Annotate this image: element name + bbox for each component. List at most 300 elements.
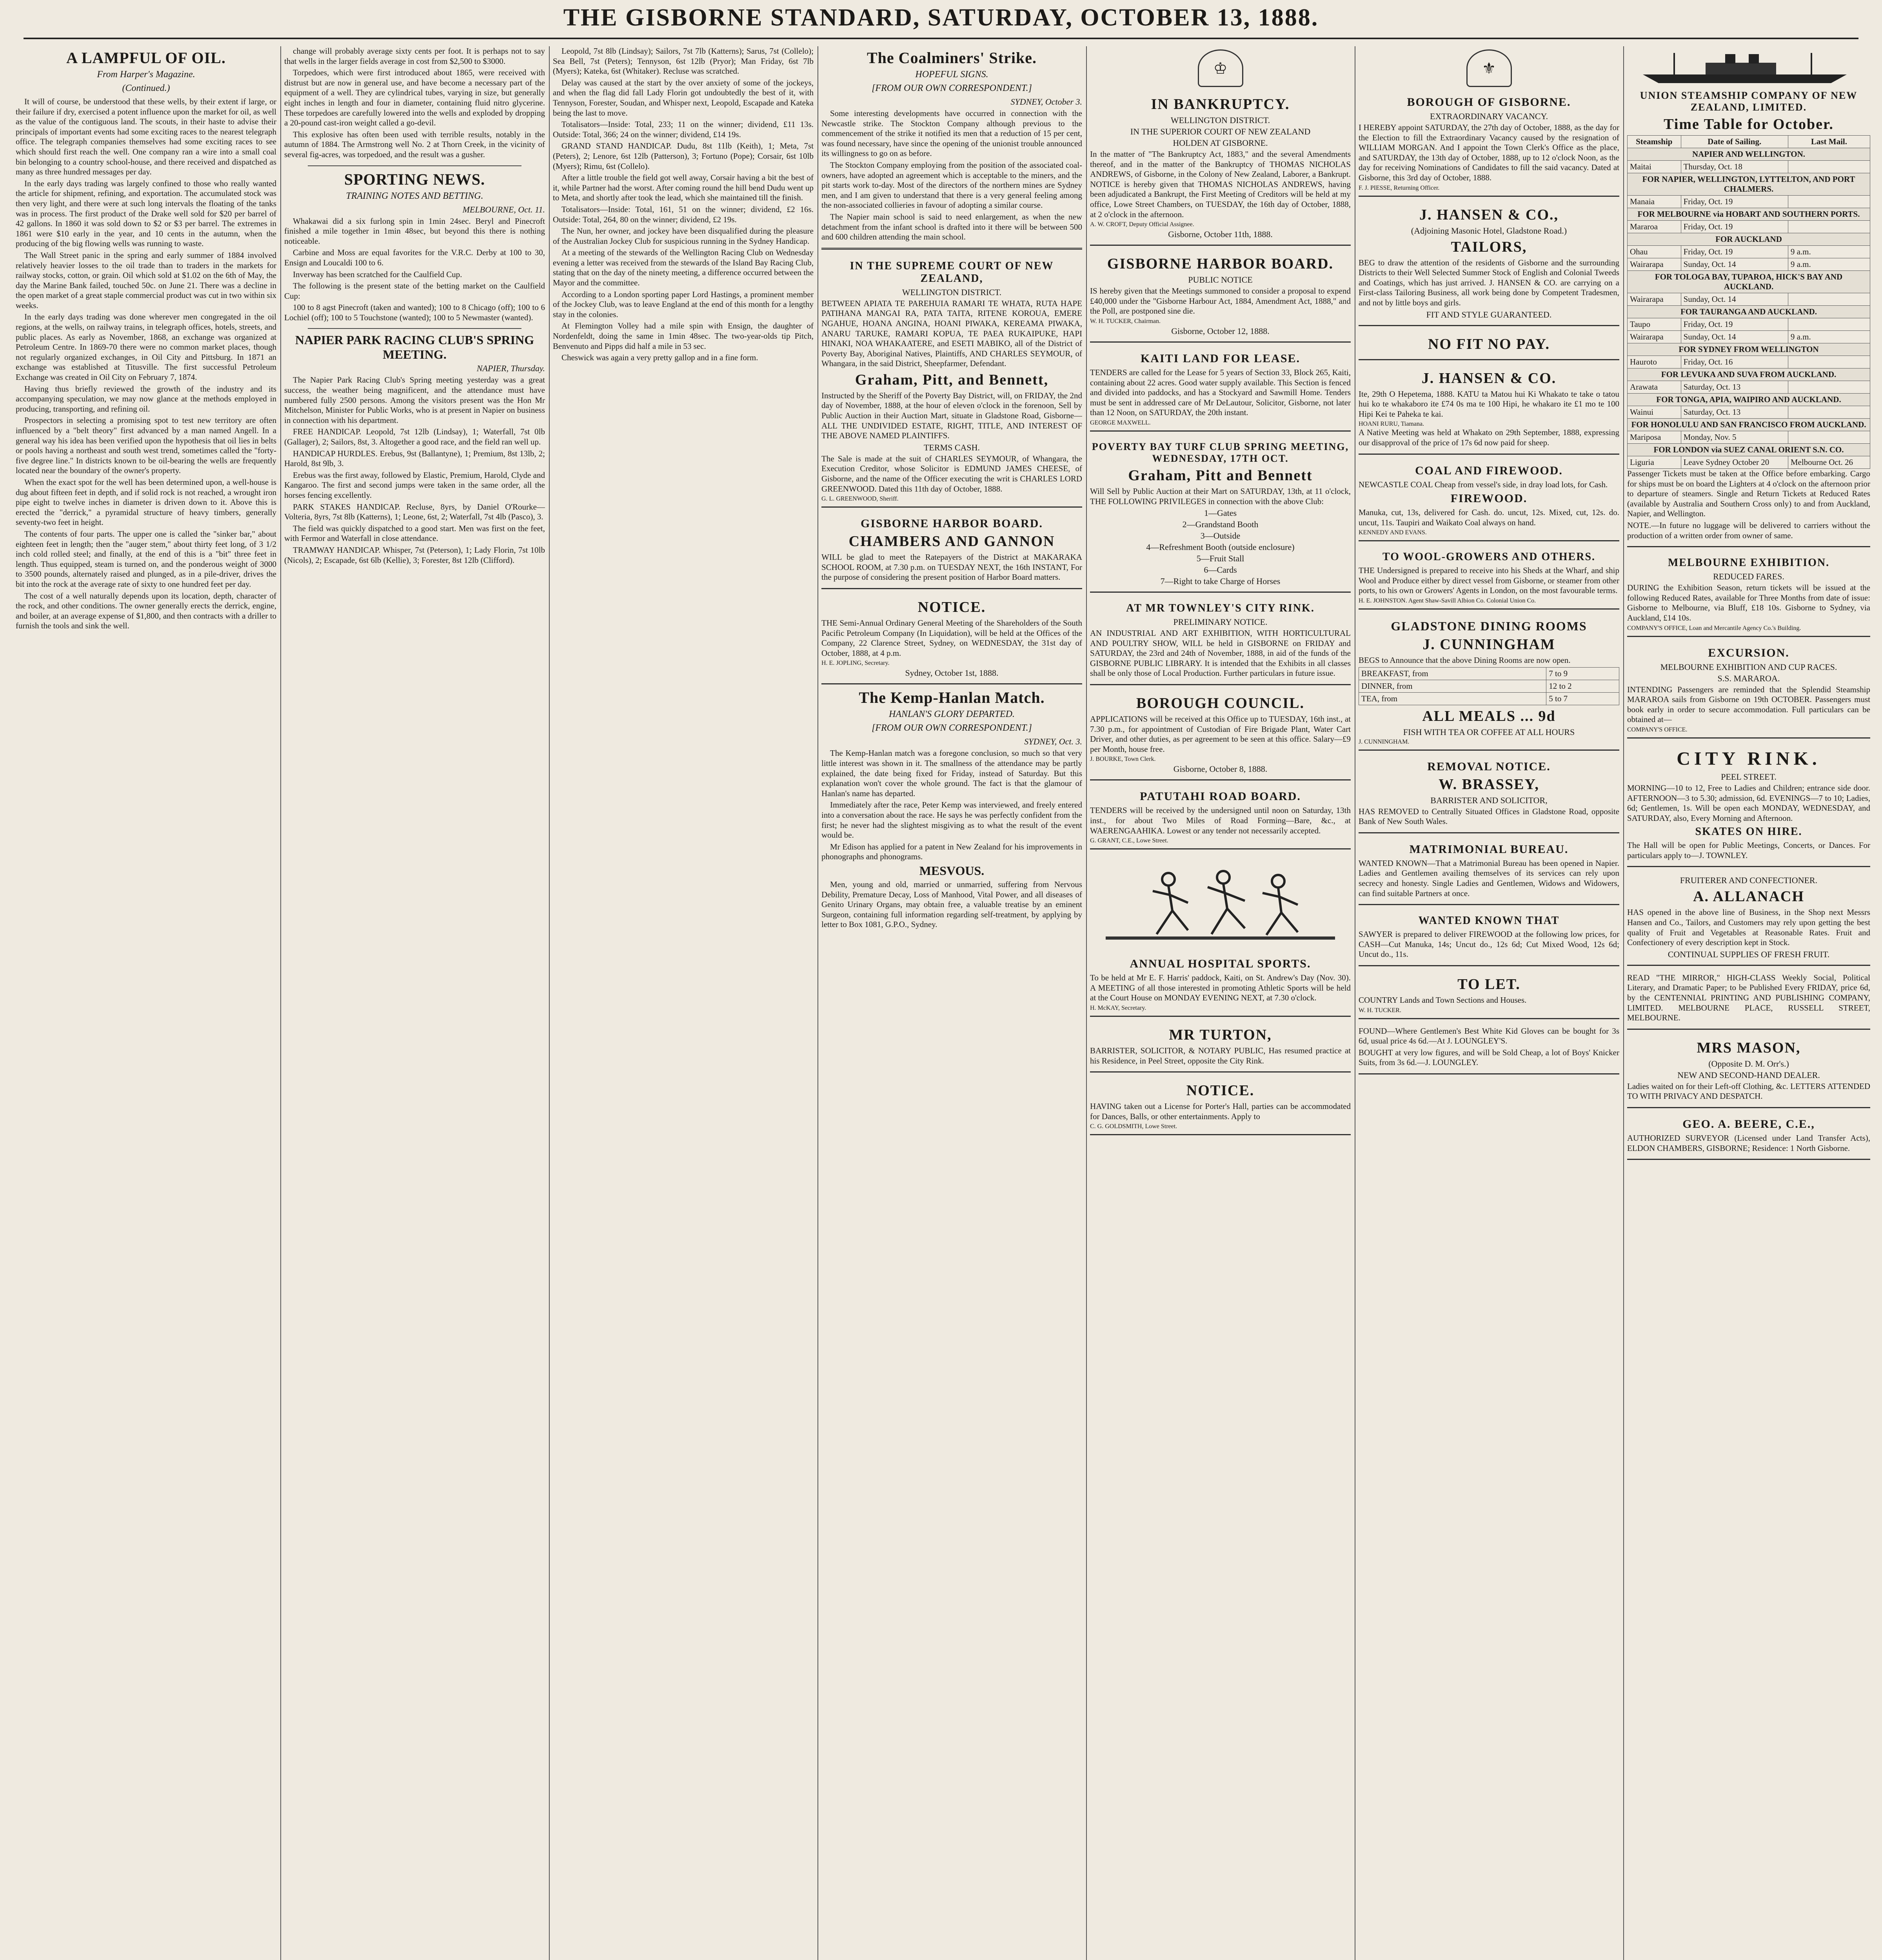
ad-title: TO LET. <box>1457 976 1520 993</box>
article-from: [FROM OUR OWN CORRESPONDENT.] <box>872 723 1032 733</box>
ad-text: APPLICATIONS will be received at this Office up to TUESDAY, 16th inst., at 7.30 p.m., for appointment of Custodian of Fire Brigade Plant, Water Cart Driver, and other duties, as per agreement to be seen at this office. Salary—£9 per Month, house free. <box>1090 714 1351 754</box>
steamship-name: Wainui <box>1628 406 1681 419</box>
steamship-name: Ohau <box>1628 246 1681 258</box>
ad-signature: C. G. GOLDSMITH, Lowe Street. <box>1090 1123 1177 1130</box>
route-label: FOR LONDON via SUEZ CANAL ORIENT S.N. CO. <box>1628 444 1870 456</box>
paragraph: Leopold, 7st 8lb (Lindsay); Sailors, 7st 7lb (Katterns); Sarus, 7st (Collelo); Sea Bell, 7st (Peters); Tennyson, 6st 12lb (Pryor); Man Friday, 6st 7lb (Myers); Kateka, 6st (Whitaker). Recluse was scratched. <box>553 46 814 76</box>
column-header: Date of Sailing. <box>1681 136 1788 148</box>
ad-signature: J. CUNNINGHAM. <box>1359 738 1410 745</box>
route-label: FOR AUCKLAND <box>1628 233 1870 246</box>
steamship-name: Manaia <box>1628 196 1681 208</box>
ad-signature: G. L. GREENWOOD, Sheriff. <box>821 495 899 503</box>
sailing-date: Friday, Oct. 19 <box>1681 318 1788 331</box>
ad-line: REDUCED FARES. <box>1713 572 1784 582</box>
ad-harbor-board-meeting <box>821 512 1082 589</box>
paragraph: HANDICAP HURDLES. Erebus, 9st (Ballantyne), 1; Premium, 8st 13lb, 2; Harold, 8st 9lb, 3. <box>284 448 545 468</box>
paragraph: change will probably average sixty cents per foot. It is perhaps not to say that wells in the larger fields average in cost from $2,500 to $3000. <box>284 46 545 66</box>
timetable-route-row <box>1628 394 1870 406</box>
last-mail <box>1788 221 1870 233</box>
ad-text: AUTHORIZED SURVEYOR (Licensed under Land Transfer Acts), ELDON CHAMBERS, GISBORNE; Residence: 1 North Gisborne. <box>1627 1133 1870 1153</box>
ad-text: BOUGHT at very low figures, and will be Sold Cheap, a lot of Boys' Knicker Suits, from 3s 6d.—J. LOUNGLEY. <box>1359 1047 1619 1067</box>
dateline: SYDNEY, October 3. <box>1010 97 1082 107</box>
meal-time: 7 to 9 <box>1546 667 1619 680</box>
ad-text: Instructed by the Sheriff of the Poverty Bay District, will, on FRIDAY, the 2nd day of November, 1888, at the hour of eleven o'clock in the forenoon, Sell by Public Auction in their Auction Mart, situate in Gladstone Road, Gisborne—ALL THE UNDIVIDED ESTATE, RIGHT, TITLE, AND INTEREST OF THE ABOVE NAMED PLAINTIFFS. <box>821 390 1082 441</box>
column-header: Last Mail. <box>1788 136 1870 148</box>
paragraph: Men, young and old, married or unmarried, suffering from Nervous Debility, Premature Decay, Loss of Manhood, Vital Power, and all diseases of Genito Urinary Organs, may obtain free, a valuable treatise by an eminent Surgeon, containing full information regarding self-treatment, by applying by letter to Box 1081, G.P.O., Sydney. <box>821 879 1082 929</box>
sailing-date: Friday, Oct. 19 <box>1681 221 1788 233</box>
paragraph: Mr Edison has applied for a patent in New Zealand for his improvements in phonographs and phonograms. <box>821 842 1082 862</box>
ad-firm: J. CUNNINGHAM <box>1422 636 1555 653</box>
meal-times-table <box>1359 667 1619 705</box>
timetable-row <box>1628 406 1870 419</box>
timetable-route-row <box>1628 444 1870 456</box>
paragraph: After a little trouble the field got well away, Corsair having a bit the best of it, while Partner had the worst. After coming round the hill bend Dudu went up to Meta, and shortly after took the lead, which she maintained till the finish. <box>553 173 814 203</box>
last-mail <box>1788 318 1870 331</box>
ad-text: HAS REMOVED to Centrally Situated Offices in Gladstone Road, opposite Bank of New South Wales. <box>1359 806 1619 826</box>
steamship-name: Wairarapa <box>1628 258 1681 271</box>
paragraph: The cost of a well naturally depends upon its location, depth, character of the rock, and other conditions. The owner generally erects the derrick, engine, and boiler, at an average expense of $1,800, and then contracts with a driller to furnish the tools and sink the well. <box>16 591 276 631</box>
ad-title: NO FIT NO PAY. <box>1428 336 1550 352</box>
timetable <box>1627 135 1870 469</box>
sailing-date: Saturday, Oct. 13 <box>1681 381 1788 394</box>
divider <box>308 165 521 166</box>
meal-time: 5 to 7 <box>1546 692 1619 705</box>
article-lampful-continued <box>284 46 545 160</box>
route-label: FOR TAURANGA AND AUCKLAND. <box>1628 306 1870 318</box>
ad-subtitle: SKATES ON HIRE. <box>1695 826 1802 838</box>
column-3 <box>553 46 814 1960</box>
list-item: 2—Grandstand Booth <box>1182 519 1259 530</box>
paragraph: The Napier Park Racing Club's Spring meeting yesterday was a great success, the weather being magnificent, and the attendance must have numbered fully 2500 persons. Among the visitors present was the Hon Mr Mitchelson, Minister for Public Works, who is at present in Napier on business in connection with his department. <box>284 375 545 425</box>
ad-title: MR TURTON, <box>1169 1027 1272 1043</box>
ad-line: HOLDEN AT GISBORNE. <box>1173 138 1268 148</box>
paragraph: Erebus was the first away, followed by Elastic, Premium, Harold, Clyde and Kangaroo. The first and second jumps were taken in the same order, all the horses fencing excellently. <box>284 470 545 500</box>
table-header-row <box>1628 136 1870 148</box>
ad-subtitle: FIREWOOD. <box>1450 492 1528 505</box>
steamship-name: Hauroto <box>1628 356 1681 368</box>
divider <box>821 248 1082 250</box>
ad-title: AT MR TOWNLEY'S CITY RINK. <box>1126 602 1315 615</box>
ad-signature: F. J. PIESSE, Returning Officer. <box>1359 184 1440 191</box>
ad-signature: H. E. JOPLING, Secretary. <box>821 660 890 667</box>
paragraph: Some interesting developments have occurred in connection with the Newcastle strike. The Stockton Company although previous to the commencement of the strike it notified its men that a reduction of 15 per cent, was found necessary, have since the opening of the unionist trouble announced its willingness to go on as before. <box>821 109 1082 158</box>
ad-text: SAWYER is prepared to deliver FIREWOOD at the following low prices, for CASH—Cut Manuka, 14s; Uncut do., 12s 6d; Cut Mixed Wood, 12s 6d; Uncut do., 11s. <box>1359 929 1619 959</box>
ad-line: WELLINGTON DISTRICT. <box>902 287 1002 297</box>
route-label: FOR HONOLULU AND SAN FRANCISCO FROM AUCKLAND. <box>1628 419 1870 431</box>
ad-title: WANTED KNOWN THAT <box>1418 915 1560 927</box>
article-title: SPORTING NEWS. <box>344 170 485 188</box>
dateline: NAPIER, Thursday. <box>476 363 545 374</box>
article-title: NAPIER PARK RACING CLUB'S SPRING MEETING. <box>295 333 534 362</box>
last-mail: Melbourne Oct. 26 <box>1788 456 1870 469</box>
ad-text: DURING the Exhibition Season, return tickets will be issued at the following Reduced Rates, available for Three Months from date of issue: Gisborne to Melbourne, via Bluff, £18 10s. Gisborne to Sydney, via Auckland, £14 10s. <box>1627 583 1870 622</box>
column-header: Steamship <box>1628 136 1681 148</box>
timetable-route-row <box>1628 173 1870 196</box>
timetable-row <box>1628 318 1870 331</box>
dateline: SYDNEY, Oct. 3. <box>1024 737 1082 747</box>
list-item: 4—Refreshment Booth (outside enclosure) <box>1146 542 1295 552</box>
ad-title: UNION STEAMSHIP COMPANY OF NEW ZEALAND, LIMITED. <box>1640 90 1858 113</box>
article-kemp-hanlan <box>821 688 1082 930</box>
ad-line: FIT AND STYLE GUARANTEED. <box>1426 309 1552 319</box>
timetable-route-row <box>1628 233 1870 246</box>
paragraph: At a meeting of the stewards of the Wellington Racing Club on Wednesday evening a letter was received from the stewards of the Island Bay Racing Club, stating that on the day of the ninety meeting, a difference occurred between the Mayor and the committee. <box>553 248 814 288</box>
ad-date: Gisborne, October 11th, 1888. <box>1168 229 1273 240</box>
article-from: [FROM OUR OWN CORRESPONDENT.] <box>872 83 1032 93</box>
paragraph: This explosive has often been used with terrible results, notably in the autumn of 1884. The Armstrong well No. 2 at Thorn Creek, in the vicinity of several fig-acres, was torpedoed, and the result was a gusher. <box>284 129 545 159</box>
article-napier-park <box>284 333 545 565</box>
steamship-name: Taupo <box>1628 318 1681 331</box>
ad-line: S.S. MARAROA. <box>1717 673 1780 683</box>
timetable-route-row <box>1628 419 1870 431</box>
ad-text: Passenger Tickets must be taken at the Office before embarking. Cargo for ships must be on board the Lighters at 4 o'clock on the afternoon prior to departure of steamers. Single and Return Tickets at Reduced Rates (available by Australia and Southern Cross only) to and from Auckland, Napier, and Wellington. <box>1627 469 1870 519</box>
ad-title: GLADSTONE DINING ROOMS <box>1391 619 1587 633</box>
ad-coal-firewood <box>1359 459 1619 542</box>
ad-harbor-board-notice <box>1090 250 1351 343</box>
steamship-name: Mariposa <box>1628 431 1681 444</box>
ad-title: REMOVAL NOTICE. <box>1427 760 1551 773</box>
ad-title: BOROUGH OF GISBORNE. <box>1407 96 1571 109</box>
ad-text: WANTED KNOWN—That a Matrimonial Bureau has been opened in Napier. Ladies and Gentlemen availing themselves of its services can rely upon secrecy and honesty. Single Ladies and Gentlemen, Widows and Widowers, can find suitable Partners at once. <box>1359 858 1619 898</box>
timetable-row <box>1628 258 1870 271</box>
ad-title: J. HANSEN & CO. <box>1421 370 1557 387</box>
ad-line: IN THE SUPERIOR COURT OF NEW ZEALAND <box>1130 127 1311 136</box>
table-row <box>1359 667 1619 680</box>
ad-title: MELBOURNE EXHIBITION. <box>1668 557 1830 569</box>
ad-porters-hall <box>1090 1076 1351 1135</box>
ad-text: COUNTRY Lands and Town Sections and Houses. <box>1359 995 1527 1005</box>
timetable-row <box>1628 331 1870 343</box>
column-6 <box>1359 46 1619 1960</box>
sailing-date: Friday, Oct. 19 <box>1681 196 1788 208</box>
timetable-row <box>1628 196 1870 208</box>
column-rule <box>1086 46 1087 1960</box>
ad-text: Ite, 29th O Hepetema, 1888. KATU ta Matou hui Ki Whakato te take o tatou hui ko te whakaboro ite £74 0s ma te 100 Hipi, he whakaro ite £1 mo te 100 Hipi Kei te Paheka te kai. <box>1359 389 1619 419</box>
paragraph: Carbine and Moss are equal favorites for the V.R.C. Derby at 100 to 30, Ensign and Loucaldi 100 to 6. <box>284 248 545 267</box>
ad-text: IS hereby given that the Meetings summoned to consider a proposal to expend £40,000 under the "Gisborne Harbour Act, 1884, Amendment Act, 1888," and the Poll, are postponed sine die. <box>1090 286 1351 316</box>
ad-text: INTENDING Passengers are reminded that the Splendid Steamship MARAROA sails from Gisborne on 19th OCTOBER. Passengers must book early in order to secure accommodation. Full particulars can be obtained at— <box>1627 684 1870 724</box>
royal-arms-emblem: ♔ <box>1198 49 1243 87</box>
steamship-name: Liguria <box>1628 456 1681 469</box>
ad-line: PEEL STREET. <box>1721 771 1777 782</box>
ad-text: HAS opened in the above line of Business, in the Shop next Messrs Hansen and Co., Tailors, and Customers may rely upon getting the best quality of Fruit and Vegetables at Reasonable Rates. Fruit and Confectionery of every description kept in Stock. <box>1627 907 1870 947</box>
ad-beere-surveyor <box>1627 1112 1870 1160</box>
ad-matrimonial <box>1359 837 1619 905</box>
route-label: FOR TOLOGA BAY, TUPAROA, HICK'S BAY AND AUCKLAND. <box>1628 271 1870 293</box>
list-item: 6—Cards <box>1204 565 1237 575</box>
ad-text: TENDERS are called for the Lease for 5 years of Section 33, Block 265, Kaiti, containing about 22 acres. Good water supply available. This Section is fenced and divided into paddocks, and has a Stockyard and Sawmill Home. Tenders must be sent in addressed care of Mr DeLautour, Solicitor, Gisborne, not later than 12 Noon, on SATURDAY, the 20th instant. <box>1090 367 1351 417</box>
ad-text: HAVING taken out a License for Porter's Hall, parties can be accommodated for Dances, Balls, or other entertainments. Apply to <box>1090 1102 1351 1121</box>
article-source: From Harper's Magazine. <box>97 69 195 80</box>
ad-line: PUBLIC NOTICE <box>1188 275 1253 285</box>
ad-title: NOTICE. <box>917 599 986 615</box>
ad-text: NEWCASTLE COAL Cheap from vessel's side, in dray load lots, for Cash. <box>1359 479 1608 489</box>
paragraph: At Flemington Volley had a mile spin with Ensign, the daughter of Nordenfeldt, doing the same in 1min 48sec. The two-year-olds tip Pitch, Benvenuto and Pipps did half a mile in 53 sec. <box>553 321 814 351</box>
timetable-route-row <box>1628 148 1870 161</box>
paragraph: Having thus briefly reviewed the growth of the industry and its accompanying speculation, we may now glance at the methods employed in producing, transporting, and refining oil. <box>16 384 276 414</box>
timetable-route-row <box>1628 306 1870 318</box>
steamship-name: Wairarapa <box>1628 331 1681 343</box>
ad-dining-rooms <box>1359 613 1619 751</box>
steamship-name: Wairarapa <box>1628 293 1681 306</box>
last-mail: 9 a.m. <box>1788 258 1870 271</box>
ad-title: GISBORNE HARBOR BOARD. <box>1107 256 1334 272</box>
paragraph: FREE HANDICAP. Leopold, 7st 12lb (Lindsay), 1; Waterfall, 7st 0lb (Gallager), 2; Sailors, 8st, 3. Altogether a good race, and the field ran well up. <box>284 427 545 447</box>
ad-borough-vacancy <box>1359 90 1619 197</box>
ad-kaiti-land <box>1090 347 1351 432</box>
ad-date: Sydney, October 1st, 1888. <box>905 668 999 678</box>
ad-text: READ "THE MIRROR," HIGH-CLASS Weekly Social, Political Literary, and Dramatic Paper; to be Published Every FRIDAY, price 6d, by the CENTENNIAL PRINTING AND PUBLISHING COMPANY, LIMITED. MELBOURNE PLACE, RUSSELL STREET, MELBOURNE. <box>1627 973 1870 1023</box>
list-item: 5—Fruit Stall <box>1196 554 1244 564</box>
sailing-date: Sunday, Oct. 14 <box>1681 258 1788 271</box>
ad-text: WILL be glad to meet the Ratepayers of the District at MAKARAKA SCHOOL ROOM, at 7.30 p.m. on TUESDAY NEXT, the 16th INSTANT, For the purpose of considering the present position of Harbor Board matters. <box>821 552 1082 582</box>
steamship-icon <box>1627 51 1870 86</box>
meal-name: TEA, from <box>1359 692 1546 705</box>
ad-text: Will Sell by Public Auction at their Mart on SATURDAY, 13th, at 11 o'clock, THE FOLLOWING PRIVILEGES in connection with the above Club: <box>1090 486 1351 506</box>
timetable-route-row <box>1628 368 1870 381</box>
ad-signature: A. W. CROFT, Deputy Official Assignee. <box>1090 221 1194 228</box>
ad-text: In the matter of "The Bankruptcy Act, 1883," and the several Amendments thereof, and in the matter of the Bankruptcy of THOMAS NICHOLAS ANDREWS, of Gisborne, in the Colony of New Zealand, Laborer, a Bankrupt. NOTICE is hereby given that THOMAS NICHOLAS ANDREWS, having been adjudicated a Bankrupt, the First Meeting of Creditors will be held at my office, Lowe Street Chambers, on TUESDAY, the 16th day of October, 1888, at 2 o'clock in the afternoon. <box>1090 149 1351 219</box>
last-mail <box>1788 381 1870 394</box>
ad-mr-turton <box>1090 1021 1351 1073</box>
ad-line: (Adjoining Masonic Hotel, Gladstone Road.) <box>1411 225 1567 236</box>
ad-title: EXCURSION. <box>1708 646 1789 659</box>
article-lampful-of-oil <box>16 49 276 631</box>
newspaper-masthead-title: THE GISBORNE STANDARD, SATURDAY, OCTOBER 13, 1888. <box>563 4 1319 31</box>
ad-title: KAITI LAND FOR LEASE. <box>1140 352 1301 365</box>
paragraph: The field was quickly dispatched to a good start. Men was first on the feet, with Fermor and Waterfall in close attendance. <box>284 523 545 543</box>
ad-text: Manuka, cut, 13s, delivered for Cash. do. uncut, 12s. Mixed, cut, 12s. do. uncut, 11s. Taupiri and Waikato Coal always on hand. <box>1359 508 1619 527</box>
masthead <box>0 0 1882 43</box>
paragraph: The Wall Street panic in the spring and early summer of 1884 involved relatively heavier losses to the oil trade than to traders in the markets for railway stocks, cotton, or grain. Oil which sold at $1.02 on the 6th of May, the day the Marine Bank failed, touched 50c. on June 21. There was a decline in the open market of a great staple commercial product was cut in two within six weeks. <box>16 250 276 310</box>
ad-hansen-tailors <box>1359 201 1619 326</box>
ad-line: CONTINUAL SUPPLIES OF FRESH FRUIT. <box>1668 949 1830 959</box>
article-coalminers-strike <box>821 49 1082 242</box>
masthead-rule <box>24 38 1858 39</box>
ad-line: BARRISTER AND SOLICITOR, <box>1430 795 1548 805</box>
paragraph: Prospectors in selecting a promising spot to test new territory are often influenced by a "belt theory" first advanced by a man named Angell. In a general way his idea has been verified upon the hypothesis that oil lies in belts or pools having a northeast and south west trend, sometimes called the "forty-five degree line." In districts known to be oil-bearing the wells are frequently located near the boundary of the owner's property. <box>16 416 276 475</box>
ad-text: Ladies waited on for their Left-off Clothing, &c. LETTERS ATTENDED TO WITH PRIVACY AND DESPATCH. <box>1627 1081 1870 1101</box>
timetable-row <box>1628 356 1870 368</box>
column-1 <box>16 46 276 1960</box>
ad-firm: W. BRASSEY, <box>1439 776 1539 793</box>
ad-excursion <box>1627 641 1870 739</box>
ad-signature: COMPANY'S OFFICE, Loan and Mercantile Agency Co.'s Building. <box>1627 624 1801 632</box>
ad-text: THE Semi-Annual Ordinary General Meeting of the Shareholders of the South Pacific Petroleum Company (In Liquidation), will be held at the Offices of the Company, 22 Clarence Street, Sydney, on WEDNESDAY, the 31st day of October, 1888, at 4 p.m. <box>821 618 1082 658</box>
paragraph: 100 to 8 agst Pinecroft (taken and wanted); 100 to 8 Chicago (off); 100 to 6 Lochiel (off); 100 to 5 Touchstone (wanted); 100 to 5 Newmaster (wanted). <box>284 303 545 322</box>
ad-title: PATUTAHI ROAD BOARD. <box>1140 790 1301 803</box>
paragraph: Torpedoes, which were first introduced about 1865, were received with distrust but are now in general use, and have become a necessary part of the equipment of a well. They are cylindrical tubes, varying in size, but generally eight inches in length and four in diameter, containing fluid nitro glycerine. These torpedoes are carefully lowered into the wells and exploded by dropping a 20-pound cast-iron weight called a go-devil. <box>284 68 545 128</box>
ad-mrs-mason <box>1627 1034 1870 1108</box>
ad-line: (Opposite D. M. Orr's.) <box>1708 1058 1789 1069</box>
ad-text: BETWEEN APIATA TE PAREHUIA RAMARI TE WHATA, RUTA HAPE PATIHANA MANGAI RA, PATA TAITA, RITENE KOROUA, EMERE NGAHUE, HOANA ANGINA, HOANI PIWAKA, KEREAMA PIWAKA, ANARU TARUKE, RAMARI KOPUA, TE PAEA RUKAIPUKE, HAPI HINAKI, NOA WHAKAATERE, and ESETI MABIKO, all of the District of Poverty Bay, Aboriginal Natives, Plaintiffs, AND CHARLES SEYMOUR, of Whangara, in the said District, Sheepfarmer, Defendant. <box>821 298 1082 368</box>
paragraph: Inverway has been scratched for the Caulfield Cup. <box>293 269 462 279</box>
paragraph: The contents of four parts. The upper one is called the "sinker bar," about eighteen feet in length; then the "auger stem," about thirty feet long, of 3 1/2 inch cold rolled steel; and finally, at the end of this is a "bit" three feet in length. Thus equipped, steam is turned on, and the ponderous weight of 3000 to 3500 pounds, alternately raised and plunged, as in a pile-driver, drives the bit into the rock at the average rate of sixty to one hundred feet per day. <box>16 529 276 589</box>
timetable-route-row <box>1628 343 1870 356</box>
timetable-row <box>1628 381 1870 394</box>
paragraph: In the early days trading was largely confined to those who really wanted the article for shipment, refining, and exportation. The accumulated stock was then very light, and there were at such long intervals the floating of the tanks was in process. The first product of the Drake well sold for $20 per barrel of 42 gallons. In 1860 it was sold down to $2 or $3 per barrel. The extremes in 1861 were $10 early in the year, and 10 cents in the autumn, when the producing of the big flowing wells was running to waste. <box>16 178 276 249</box>
ad-line: TERMS CASH. <box>923 442 980 452</box>
ad-text: MORNING—10 to 12, Free to Ladies and Children; entrance side door. AFTERNOON—3 to 5.30; admission, 6d. EVENINGS—7 to 10; Ladies, 6d; Gentlemen, 1s. Will be open each MONDAY, WEDNESDAY, and SATURDAY, also, Every Morning and Afternoon. <box>1627 783 1870 823</box>
ad-subtitle: TAILORS, <box>1451 238 1527 255</box>
ad-date: Gisborne, October 12, 1888. <box>1171 326 1270 336</box>
paragraph: GRAND STAND HANDICAP. Dudu, 8st 11lb (Keith), 1; Meta, 7st (Peters), 2; Lenore, 6st 12lb (Patterson), 3; Fortuno (Pope); Corsair, 6st 10lb (Myers); Rimu, 6st (Collelo). <box>553 141 814 171</box>
last-mail: 9 a.m. <box>1788 331 1870 343</box>
article-racing-continued <box>553 46 814 363</box>
ad-turf-club <box>1090 436 1351 593</box>
ad-text: I HEREBY appoint SATURDAY, the 27th day of October, 1888, as the day for the Election to fill the Extraordinary Vacancy caused by the resignation of WILLIAM MORGAN. And I appoint the Town Clerk's Office as the place, and SATURDAY, the 13th day of October, 1888, up to 12 o'clock Noon, as the day for receiving Nominations of Candidates to fill the said vacancy. Dated at Gisborne, this 3rd day of October, 1888. <box>1359 123 1619 182</box>
ad-text: BEG to draw the attention of the residents of Gisborne and the surrounding Districts to their Well Selected Summer Stock of English and Colonial Tweeds and Coatings, which has just arrived. J. HANSEN & CO. are carrying on a First-class Tailoring Business, all work being done by Competent Tradesmen, and not by little boys and girls. <box>1359 258 1619 307</box>
route-label: NAPIER AND WELLINGTON. <box>1628 148 1870 161</box>
sailing-date: Sunday, Oct. 14 <box>1681 331 1788 343</box>
ad-title: BOROUGH COUNCIL. <box>1136 695 1304 712</box>
ad-title: CITY RINK. <box>1677 748 1821 769</box>
ad-line: WELLINGTON DISTRICT. <box>1170 115 1270 125</box>
ad-firm: Graham, Pitt, and Bennett, <box>855 371 1049 388</box>
ad-firm: CHAMBERS AND GANNON <box>848 533 1055 550</box>
ad-title: POVERTY BAY TURF CLUB SPRING MEETING, WEDNESDAY, 17TH OCT. <box>1092 441 1349 464</box>
paragraph: The following is the present state of the betting market on the Caulfield Cup: <box>284 281 545 301</box>
timetable-row <box>1628 161 1870 173</box>
ad-text: AN INDUSTRIAL AND ART EXHIBITION, WITH HORTICULTURAL AND POULTRY SHOW, WILL be held in GISBORNE on FRIDAY and SATURDAY, the 23rd and 24th of November, 1888, in aid of the funds of the GISBORNE PUBLIC LIBRARY. It is intended that the Exhibits in all classes shall be only those of Local Production. Further particulars in future issue. <box>1090 628 1351 678</box>
last-mail <box>1788 356 1870 368</box>
paragraph: When the exact spot for the well has been determined upon, a well-house is dug about fifteen feet in depth, and if solid rock is not reached, a wrought iron pipe eight to twelve inches in diameter is driven down to it. Above this is erected the "derrick," a pyramidal structure of heavy timbers, generally seventy-two feet in height. <box>16 477 276 527</box>
ad-hospital-sports <box>1090 853 1351 1017</box>
ad-supreme-court <box>821 254 1082 508</box>
paragraph: Totalisators—Inside: Total, 161, 51 on the winner; dividend, £2 16s. Outside: Total, 264, 80 on the winner; dividend, £2 19s. <box>553 204 814 224</box>
ad-wool-growers <box>1359 545 1619 610</box>
ad-subtitle: ALL MEALS ... 9d <box>1422 708 1556 724</box>
article-sporting-news <box>284 170 545 323</box>
ad-text: The Sale is made at the suit of CHARLES SEYMOUR, of Whangara, the Execution Creditor, whose Solicitor is EDMUND JAMES CHEESE, of Gisborne, and the name of the Officer executing the writ is CHARLES LORD GREENWOOD. Dated this 11th day of October, 1888. <box>821 454 1082 494</box>
paragraph: Immediately after the race, Peter Kemp was interviewed, and freely entered into a conversation about the race. He says he was perfectly confident from the first; he never had the slightest misgiving as to what the result of the event would be. <box>821 800 1082 840</box>
ad-petroleum-notice <box>821 593 1082 684</box>
ad-signature: GEORGE MAXWELL. <box>1090 419 1151 426</box>
ad-borough-council <box>1090 689 1351 780</box>
ad-title: A. ALLANACH <box>1693 888 1804 905</box>
article-subtitle: HOPEFUL SIGNS. <box>915 69 988 80</box>
ad-to-let <box>1359 970 1619 1019</box>
article-title: MESVOUS. <box>919 863 985 878</box>
ad-bankruptcy <box>1090 90 1351 246</box>
ad-title: GEO. A. BEERE, C.E., <box>1682 1118 1815 1131</box>
last-mail: 9 a.m. <box>1788 246 1870 258</box>
column-5 <box>1090 46 1351 1960</box>
borough-arms-emblem: ⚜ <box>1466 49 1512 87</box>
ad-union-steamship <box>1627 46 1870 547</box>
ad-hansen-maori <box>1359 364 1619 455</box>
ad-signature: J. BOURKE, Town Clerk. <box>1090 756 1156 763</box>
steamship-name: Maitai <box>1628 161 1681 173</box>
route-label: FOR LEVUKA AND SUVA FROM AUCKLAND. <box>1628 368 1870 381</box>
sailing-date: Leave Sydney October 20 <box>1681 456 1788 469</box>
timetable-title: Time Table for October. <box>1664 116 1834 132</box>
runners-illustration <box>1090 860 1351 950</box>
paragraph: According to a London sporting paper Lord Hastings, a prominent member of the Jockey Club, was to leave England at the end of this month for a lengthy stay in the colonies. <box>553 289 814 319</box>
article-title: A LAMPFUL OF OIL. <box>66 49 226 67</box>
ad-title: IN BANKRUPTCY. <box>1151 96 1290 113</box>
ad-text: BARRISTER, SOLICITOR, & NOTARY PUBLIC, Has resumed practice at his Residence, in Peel Street, opposite the City Rink. <box>1090 1046 1351 1065</box>
timetable-route-row <box>1628 271 1870 293</box>
ad-line: FRUITERER AND CONFECTIONER. <box>1680 875 1818 886</box>
column-rule <box>817 46 818 1960</box>
ad-line: FISH WITH TEA OR COFFEE AT ALL HOURS <box>1403 727 1575 737</box>
sailing-date: Thursday, Oct. 18 <box>1681 161 1788 173</box>
paragraph: Delay was caused at the start by the over anxiety of some of the jockeys, and when the flag did fall Lady Florin got undoubtedly the best of it, with Tennyson, Forester, Soudan, and Whisper next, Leopold, Escapade and Kateka being the last to move. <box>553 78 814 118</box>
list-item: 3—Outside <box>1200 531 1241 541</box>
last-mail <box>1788 196 1870 208</box>
ad-line: NEW AND SECOND-HAND DEALER. <box>1677 1070 1820 1080</box>
ad-signature: H. E. JOHNSTON. Agent Shaw-Savill Albion Co. Colonial Union Co. <box>1359 597 1536 604</box>
paragraph: The Napier main school is said to need enlargement, as when the new detachment from the infant school is drafted into it there will be between 500 and 600 children attending the main school. <box>821 212 1082 242</box>
ad-signature: H. McKAY, Secretary. <box>1090 1005 1146 1011</box>
ad-removal-notice <box>1359 755 1619 833</box>
ad-title: MRS MASON, <box>1697 1039 1801 1056</box>
sailing-date: Friday, Oct. 19 <box>1681 246 1788 258</box>
ad-line: PRELIMINARY NOTICE. <box>1173 617 1268 627</box>
article-title: The Coalminers' Strike. <box>867 49 1037 67</box>
paragraph: In the early days trading was done wherever men congregated in the oil regions, at the wells, on railway trains, in telegraph offices, hotels, streets, and public places. As early as November, 1868, an exchange was organized at Petroleum Centre. In 1869-70 there were no common market places, though not regularly organized exchanges, in Oil City and Pittsburg. In 1871 an exchange was established at Titusville. The first successful Petroleum Exchange was created in Oil City on February 7, 1874. <box>16 312 276 382</box>
ad-text: THE Undersigned is prepared to receive into his Sheds at the Wharf, and ship Wool and Produce either by direct vessel from Gisborne, or steamer from other ports, to his own or Growers' Agents in London, on the most favourable terms. <box>1359 566 1619 595</box>
ad-title: TO WOOL-GROWERS AND OTHERS. <box>1382 551 1596 563</box>
article-continued: (Continued.) <box>122 83 170 93</box>
paragraph: The Nun, her owner, and jockey have been disqualified during the pleasure of the Australian Jockey Club for suspicious running in the Sydney Handicap. <box>553 226 814 246</box>
ad-title: ANNUAL HOSPITAL SPORTS. <box>1130 957 1311 971</box>
sailing-date: Sunday, Oct. 14 <box>1681 293 1788 306</box>
ad-patutahi-road-board <box>1090 784 1351 849</box>
ad-text: TENDERS will be received by the undersigned until noon on Saturday, 13th inst., for about Two Miles of Road Forming—Bare, &c., at WAERENGAAHIKA. Lowest or any tender not necessarily accepted. <box>1090 806 1351 835</box>
ad-text: A Native Meeting was held at Whakato on 29th September, 1888, expressing our disapproval of the price of 17s 6d now paid for sheep. <box>1359 428 1619 447</box>
route-label: FOR MELBOURNE via HOBART AND SOUTHERN PORTS. <box>1628 208 1870 221</box>
timetable-row <box>1628 246 1870 258</box>
sailing-date: Saturday, Oct. 13 <box>1681 406 1788 419</box>
column-rule <box>280 46 281 1960</box>
ad-signature: HOANI RURU, Tiamana. <box>1359 421 1424 428</box>
ad-signature: COMPANY'S OFFICE. <box>1627 726 1688 733</box>
ad-line: EXTRAORDINARY VACANCY. <box>1430 111 1548 121</box>
ad-title: J. HANSEN & CO., <box>1419 206 1559 223</box>
ad-city-rink-exhibition <box>1090 597 1351 685</box>
ad-loungley <box>1359 1023 1619 1074</box>
article-title: The Kemp-Hanlan Match. <box>859 689 1045 707</box>
table-row <box>1359 692 1619 705</box>
ad-title: MATRIMONIAL BUREAU. <box>1409 842 1569 856</box>
column-rule <box>549 46 550 1960</box>
sailing-date: Friday, Oct. 16 <box>1681 356 1788 368</box>
paragraph: TRAMWAY HANDICAP. Whisper, 7st (Peterson), 1; Lady Florin, 7st 10lb (Nicols), 2; Escapade, 6st 6lb (Kellie), 3; Forester, 8st 12lb (Clifford). <box>284 545 545 565</box>
column-4 <box>821 46 1082 1960</box>
ad-date: Gisborne, October 8, 1888. <box>1173 764 1268 774</box>
article-subtitle: HANLAN'S GLORY DEPARTED. <box>889 709 1015 720</box>
sailing-date: Monday, Nov. 5 <box>1681 431 1788 444</box>
list-item: 1—Gates <box>1204 508 1237 518</box>
ad-title: GISBORNE HARBOR BOARD. <box>861 517 1043 530</box>
ad-title: NOTICE. <box>1186 1082 1255 1099</box>
ad-title: COAL AND FIREWOOD. <box>1415 464 1563 477</box>
last-mail <box>1788 431 1870 444</box>
ad-no-fit-no-pay <box>1359 330 1619 360</box>
paragraph: The Kemp-Hanlan match was a foregone conclusion, so much so that very little interest was shown in it. The smallness of the attendance may be partly explained, the date being fixed for Friday, instead of Saturday. But this explanation won't cover the whole ground. The fact is that the glamour of Hanlan's name has departed. <box>821 748 1082 798</box>
divider <box>308 328 521 329</box>
last-mail <box>1788 161 1870 173</box>
paragraph: Whakawai did a six furlong spin in 1min 24sec. Beryl and Pinecroft finished a mile together in 1min 48sec, but beyond this there is nothing noticeable. <box>284 216 545 246</box>
timetable-row <box>1628 456 1870 469</box>
ad-title: IN THE SUPREME COURT OF NEW ZEALAND, <box>850 260 1054 285</box>
steamship-name: Mararoa <box>1628 221 1681 233</box>
ad-line: MELBOURNE EXHIBITION AND CUP RACES. <box>1660 662 1837 672</box>
ad-text: To be held at Mr E. F. Harris' paddock, Kaiti, on St. Andrew's Day (Nov. 30). A MEETING of all those interested in promoting Athletic Sports will be held at the Court House on MONDAY EVENING NEXT, at 7.30 o'clock. <box>1090 973 1351 1003</box>
timetable-row <box>1628 221 1870 233</box>
